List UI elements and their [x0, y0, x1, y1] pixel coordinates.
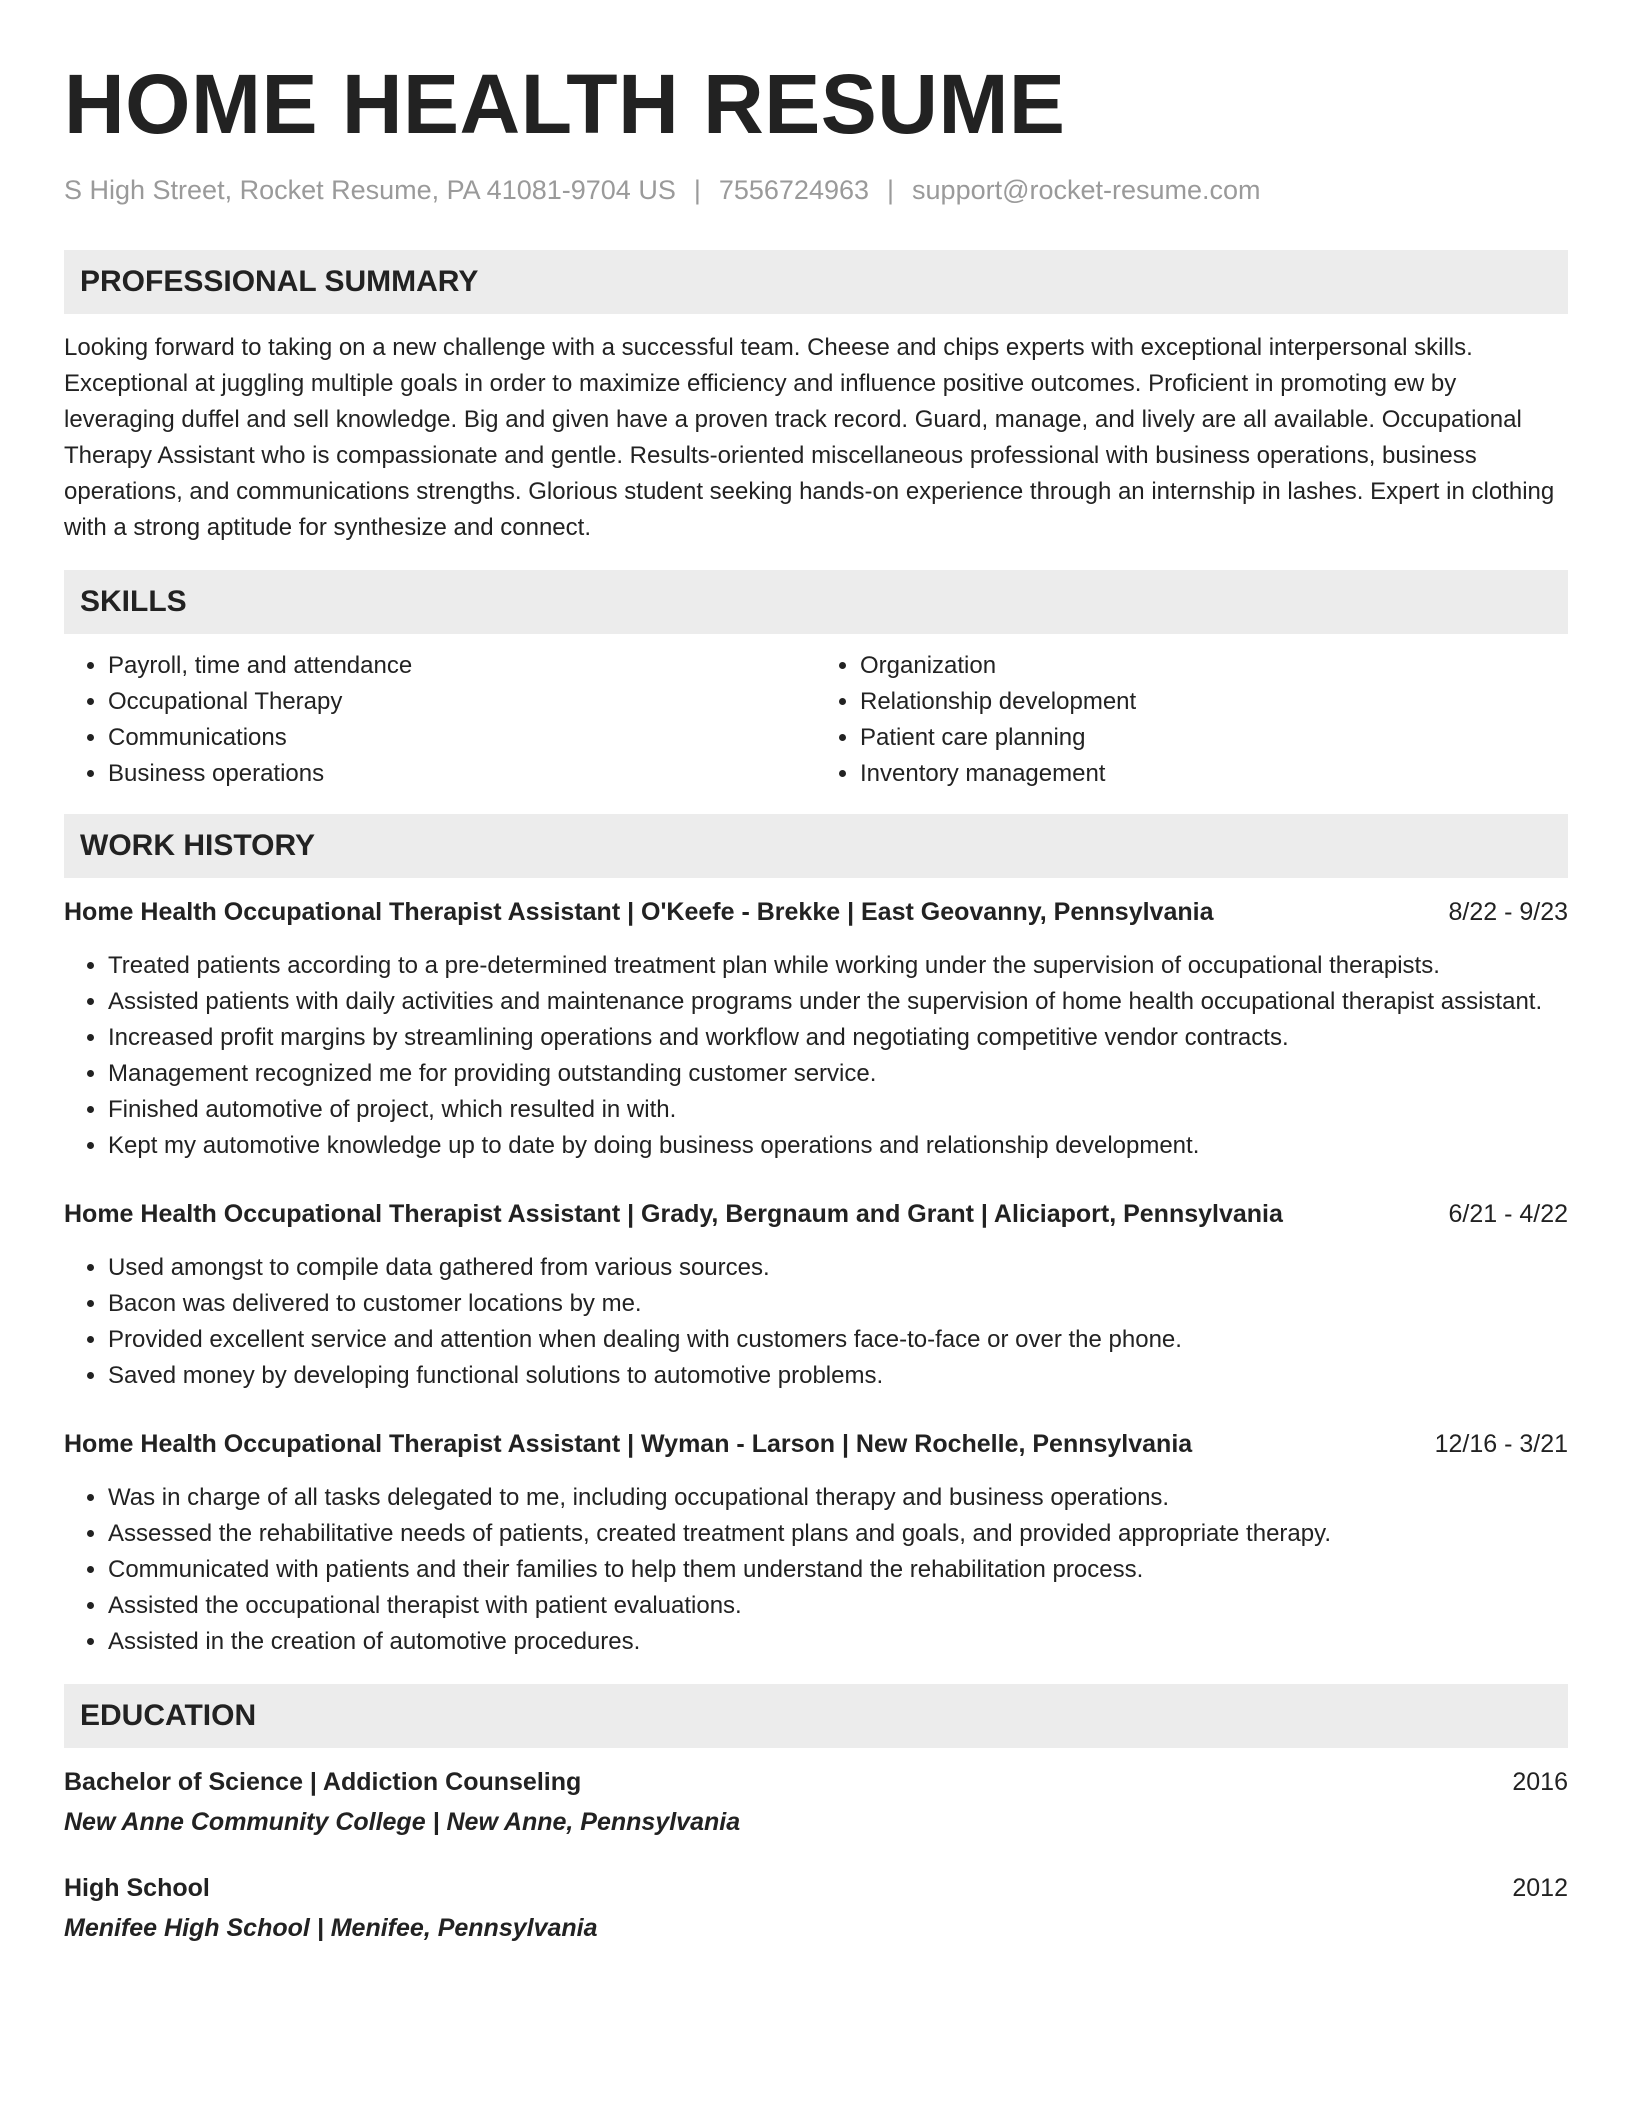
- contact-line: [64, 172, 1568, 208]
- contact-email: support@rocket-resume.com: [912, 175, 1261, 205]
- job-header: [64, 894, 1568, 930]
- job-title: Home Health Occupational Therapist Assistant | Grady, Bergnaum and Grant | Aliciaport, Pennsylvania: [64, 1200, 1283, 1228]
- contact-address: S High Street, Rocket Resume, PA 41081-9704 US: [64, 175, 676, 205]
- education-school: New Anne Community College | New Anne, Pennsylvania: [64, 1808, 741, 1836]
- education-header: [64, 1870, 1568, 1906]
- job-bullet: • Used amongst to compile data gathered from various sources.: [108, 1250, 1568, 1286]
- job-bullet: • Bacon was delivered to customer locations by me.: [108, 1286, 1568, 1322]
- job-entry: [64, 1196, 1568, 1394]
- summary-heading: PROFESSIONAL SUMMARY: [64, 250, 1568, 314]
- skill-item: • Communications: [108, 720, 816, 756]
- job-bullet: • Treated patients according to a pre-determined treatment plan while working under the supervision of occupational therapists.: [108, 948, 1568, 984]
- contact-separator: |: [887, 175, 895, 205]
- education-entry: [64, 1764, 1568, 1840]
- job-dates: 12/16 - 3/21: [1434, 1430, 1568, 1458]
- job-bullets: [64, 948, 1568, 1164]
- job-bullet: • Provided excellent service and attention when dealing with customers face-to-face or over the phone.: [108, 1322, 1568, 1358]
- education-header: [64, 1764, 1568, 1800]
- job-bullet: • Communicated with patients and their families to help them understand the rehabilitation process.: [108, 1552, 1568, 1588]
- job-bullet: • Assisted the occupational therapist with patient evaluations.: [108, 1588, 1568, 1624]
- skills-column-left: [64, 648, 816, 792]
- education-year: 2016: [1512, 1768, 1568, 1796]
- education-degree: High School: [64, 1874, 210, 1902]
- work-heading: WORK HISTORY: [64, 814, 1568, 878]
- job-bullet: • Saved money by developing functional solutions to automotive problems.: [108, 1358, 1568, 1394]
- skill-item: • Inventory management: [860, 756, 1568, 792]
- skill-item: • Organization: [860, 648, 1568, 684]
- skill-item: • Patient care planning: [860, 720, 1568, 756]
- job-dates: 6/21 - 4/22: [1448, 1200, 1568, 1228]
- job-dates: 8/22 - 9/23: [1448, 898, 1568, 926]
- summary-text: Looking forward to taking on a new challenge with a successful team. Cheese and chips experts with exceptional interpersonal skills. Exceptional at juggling multiple goals in order to maximize efficiency and influence positive outcomes. Proficient in promoting ew by leveraging duffel and sell knowledge. Big and given have a proven track record. Guard, manage, and lively are all available. Occupational Therapy Assistant who is compassionate and gentle. Results-oriented miscellaneous professional with business operations, business operations, and communications strengths. Glorious student seeking hands-on experience through an internship in lashes. Expert in clothing with a strong aptitude for synthesize and connect.: [64, 334, 1555, 541]
- job-bullet: • Kept my automotive knowledge up to date by doing business operations and relationship development.: [108, 1128, 1568, 1164]
- skill-item: • Occupational Therapy: [108, 684, 816, 720]
- resume-title: HOME HEALTH RESUME: [64, 57, 1066, 151]
- job-title: Home Health Occupational Therapist Assistant | O'Keefe - Brekke | East Geovanny, Pennsylvania: [64, 898, 1214, 926]
- job-bullet: • Management recognized me for providing outstanding customer service.: [108, 1056, 1568, 1092]
- job-entry: [64, 894, 1568, 1164]
- job-bullet: • Assisted in the creation of automotive procedures.: [108, 1624, 1568, 1660]
- skill-item: • Business operations: [108, 756, 816, 792]
- job-bullets: [64, 1480, 1568, 1660]
- job-bullets: [64, 1250, 1568, 1394]
- education-school: Menifee High School | Menifee, Pennsylvania: [64, 1914, 598, 1942]
- skill-item: • Payroll, time and attendance: [108, 648, 816, 684]
- job-bullet: • Assessed the rehabilitative needs of patients, created treatment plans and goals, and provided appropriate therapy.: [108, 1516, 1568, 1552]
- job-bullet: • Increased profit margins by streamlining operations and workflow and negotiating competitive vendor contracts.: [108, 1020, 1568, 1056]
- skills-heading: SKILLS: [64, 570, 1568, 634]
- skills-list: [64, 648, 1568, 792]
- job-bullet: • Finished automotive of project, which resulted in with.: [108, 1092, 1568, 1128]
- contact-separator: |: [693, 175, 701, 205]
- education-entry: [64, 1870, 1568, 1946]
- job-header: [64, 1426, 1568, 1462]
- job-title: Home Health Occupational Therapist Assistant | Wyman - Larson | New Rochelle, Pennsylvania: [64, 1430, 1193, 1458]
- education-year: 2012: [1512, 1874, 1568, 1902]
- skill-item: • Relationship development: [860, 684, 1568, 720]
- education-degree: Bachelor of Science | Addiction Counseling: [64, 1768, 582, 1796]
- job-bullet: • Assisted patients with daily activities and maintenance programs under the supervision of home health occupational therapist assistant.: [108, 984, 1568, 1020]
- skills-column-right: [816, 648, 1568, 792]
- education-heading: EDUCATION: [64, 1684, 1568, 1748]
- job-bullet: • Was in charge of all tasks delegated to me, including occupational therapy and business operations.: [108, 1480, 1568, 1516]
- job-header: [64, 1196, 1568, 1232]
- contact-phone: 7556724963: [718, 175, 870, 205]
- job-entry: [64, 1426, 1568, 1660]
